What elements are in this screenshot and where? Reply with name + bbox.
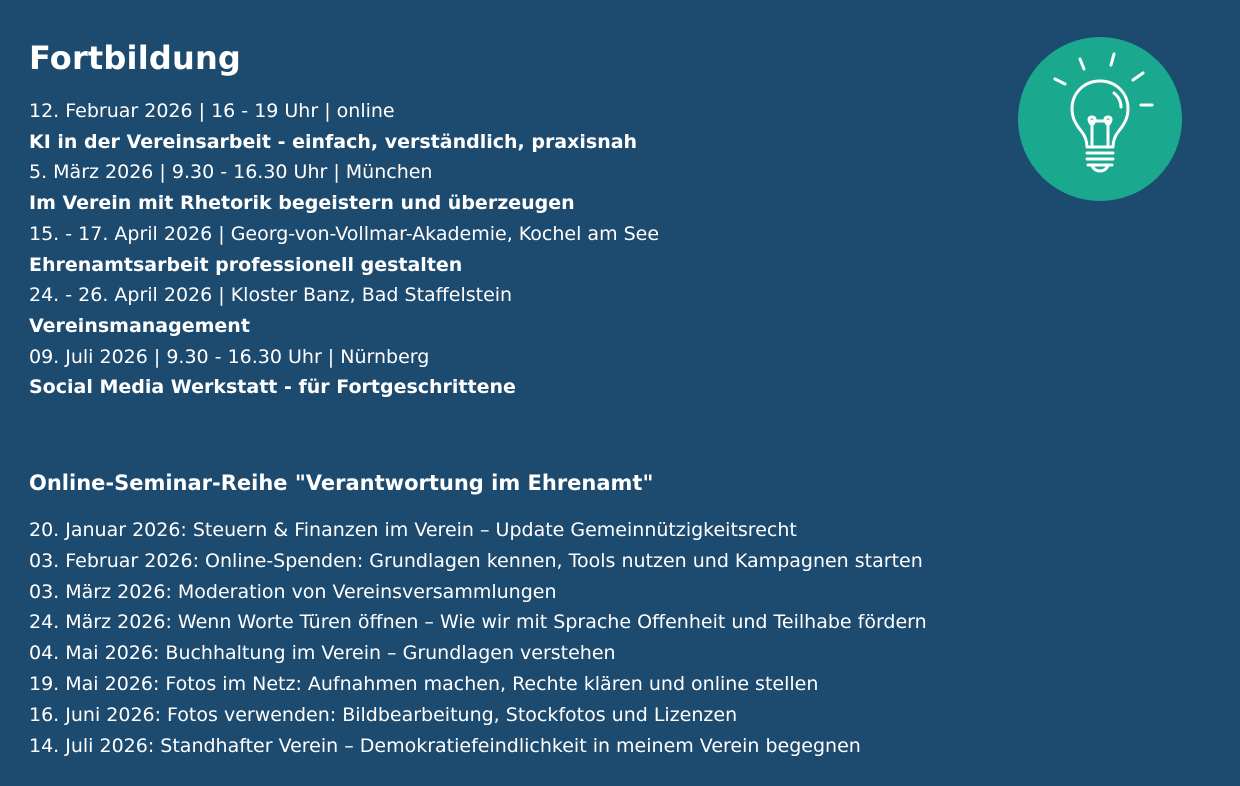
event-title: Social Media Werkstatt - für Fortgeschrittene (29, 376, 516, 399)
seminar-list (29, 515, 1029, 761)
seminar-item: 19. Mai 2026: Fotos im Netz: Aufnahmen machen, Rechte klären und online stellen (29, 672, 819, 695)
seminar-item: 16. Juni 2026: Fotos verwenden: Bildbearbeitung, Stockfotos und Lizenzen (29, 703, 738, 726)
event-title: KI in der Vereinsarbeit - einfach, verständlich, praxisnah (29, 130, 638, 153)
seminar-item: 04. Mai 2026: Buchhaltung im Verein – Grundlagen verstehen (29, 642, 616, 665)
seminar-item: 03. Februar 2026: Online-Spenden: Grundlagen kennen, Tools nutzen und Kampagnen starten (29, 549, 923, 572)
event-date-location: 5. März 2026 | 9.30 - 16.30 Uhr | München (29, 161, 433, 184)
event-list (29, 96, 989, 403)
event-date-location: 15. - 17. April 2026 | Georg-von-Vollmar-Akademie, Kochel am See (29, 222, 660, 245)
event-date-location: 09. Juli 2026 | 9.30 - 16.30 Uhr | Nürnberg (29, 345, 430, 368)
seminar-item: 14. Juli 2026: Standhafter Verein – Demokratiefeindlichkeit in meinem Verein begegnen (29, 734, 861, 757)
seminar-item: 20. Januar 2026: Steuern & Finanzen im Verein – Update Gemeinnützigkeitsrecht (29, 519, 797, 541)
event-title: Vereinsmanagement (29, 314, 250, 337)
icon-circle (1018, 37, 1182, 201)
event-date-location: 24. - 26. April 2026 | Kloster Banz, Bad Staffelstein (29, 284, 513, 307)
seminar-item: 03. März 2026: Moderation von Vereinsversammlungen (29, 580, 557, 603)
event-title: Ehrenamtsarbeit professionell gestalten (29, 253, 463, 276)
event-date-location: 12. Februar 2026 | 16 - 19 Uhr | online (29, 100, 395, 122)
lightbulb-icon (1018, 37, 1182, 201)
page-title: Fortbildung (29, 39, 242, 77)
seminar-item: 24. März 2026: Wenn Worte Türen öffnen – Wie wir mit Sprache Offenheit und Teilhabe fördern (29, 611, 927, 634)
seminar-series-heading: Online-Seminar-Reihe "Verantwortung im Ehrenamt" (29, 471, 654, 495)
event-title: Im Verein mit Rhetorik begeistern und überzeugen (29, 192, 575, 215)
